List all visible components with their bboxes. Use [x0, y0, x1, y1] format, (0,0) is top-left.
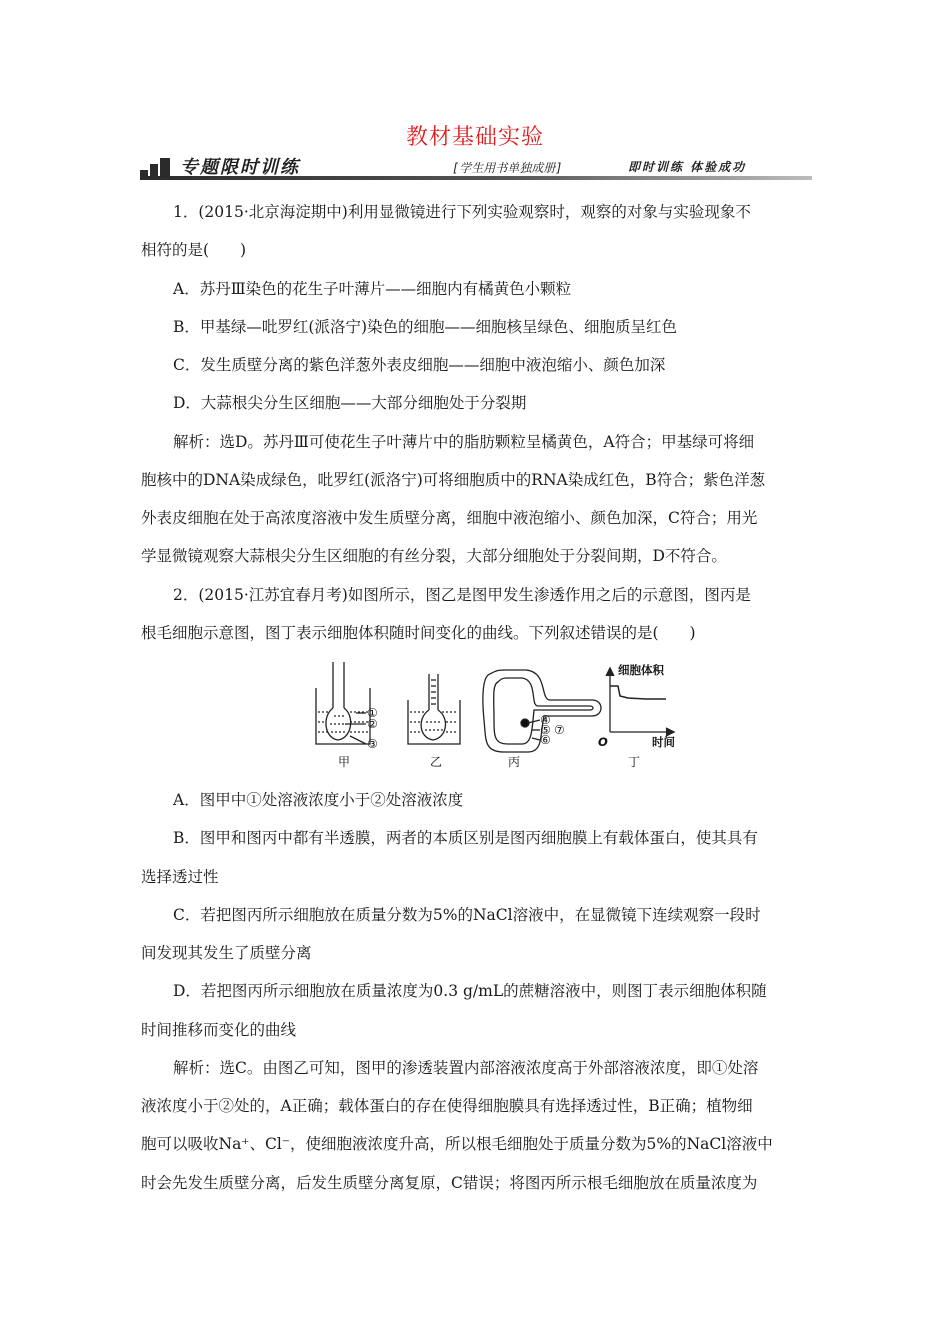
q1-option-d: D．大蒜根尖分生区细胞——大部分细胞处于分裂期: [173, 394, 527, 412]
q2-analysis-line-1: 解析：选C。由图乙可知，图甲的渗透装置内部溶液浓度高于外部溶液浓度，即①处溶: [173, 1059, 759, 1077]
banner-label: 专题限时训练: [180, 157, 300, 178]
q2-option-c-line-1: C．若把图丙所示细胞放在质量分数为5%的NaCl溶液中，在显微镜下连续观察一段时: [173, 906, 761, 924]
banner-note: [学生用书单独成册]: [452, 161, 563, 175]
q2-analysis-line-3: 胞可以吸收Na⁺、Cl⁻，使细胞液浓度升高，所以根毛细胞处于质量分数为5%的NaCl溶液中: [141, 1135, 773, 1153]
osmosis-figure: [300, 660, 700, 772]
q1-stem-line-1: 1．(2015·北京海淀期中)利用显微镜进行下列实验观察时，观察的对象与实验现象不: [173, 203, 751, 221]
figure-yi: [408, 674, 460, 744]
figure-marker-4: ④: [540, 713, 551, 727]
figure-jia: [316, 662, 370, 744]
ding-ylabel: 细胞体积: [618, 663, 664, 677]
q1-option-c: C．发生质壁分离的紫色洋葱外表皮细胞——细胞中液泡缩小、颜色加深: [173, 356, 666, 374]
osmosis-figure-svg: [300, 660, 700, 772]
q2-option-d-line-2: 时间推移而变化的曲线: [141, 1021, 297, 1039]
page-title: 教材基础实验: [405, 125, 544, 150]
figure-label-ding: 丁: [628, 755, 641, 769]
figure-marker-6: ⑥: [540, 733, 551, 747]
q1-option-a: A．苏丹Ⅲ染色的花生子叶薄片——细胞内有橘黄色小颗粒: [173, 280, 572, 298]
q2-stem-line-2: 根毛细胞示意图，图丁表示细胞体积随时间变化的曲线。下列叙述错误的是( ): [141, 624, 696, 642]
q2-option-b-line-2: 选择透过性: [141, 868, 219, 886]
q2-stem-line-1: 2．(2015·江苏宜春月考)如图所示，图乙是图甲发生渗透作用之后的示意图，图丙是: [173, 586, 751, 604]
banner-slogan: 即时训练 体验成功: [628, 160, 747, 174]
q1-analysis-line-2: 胞核中的DNA染成绿色，吡罗红(派洛宁)可将细胞质中的RNA染成红色，B符合；紫色洋葱: [141, 471, 766, 489]
figure-label-yi: 乙: [430, 755, 443, 769]
q2-option-a: A．图甲中①处溶液浓度小于②处溶液浓度: [173, 791, 464, 809]
figure-marker-2: ②: [367, 717, 378, 731]
section-banner: [140, 150, 812, 186]
q2-option-d-line-1: D．若把图丙所示细胞放在质量浓度为0.3 g/mL的蔗糖溶液中，则图丁表示细胞体积随: [173, 982, 767, 1000]
ding-xlabel: 时间: [652, 735, 675, 749]
figure-marker-5: ⑤: [540, 723, 551, 737]
q1-stem-line-2: 相符的是( ): [141, 241, 247, 259]
q2-option-c-line-2: 间发现其发生了质壁分离: [141, 944, 312, 962]
figure-marker-3: ③: [367, 737, 378, 751]
figure-label-bing: 丙: [508, 755, 521, 769]
figure-ding: [606, 668, 674, 736]
figure-label-jia: 甲: [338, 755, 351, 769]
q2-analysis-line-4: 时会先发生质壁分离，后发生质壁分离复原，C错误；将图丙所示根毛细胞放在质量浓度为: [141, 1174, 758, 1192]
q2-analysis-line-2: 液浓度小于②处的，A正确；载体蛋白的存在使得细胞膜具有选择透过性，B正确；植物细: [141, 1097, 753, 1115]
figure-marker-7: ⑦: [554, 723, 565, 737]
q1-analysis-line-3: 外表皮细胞在处于高浓度溶液中发生质壁分离，细胞中液泡缩小、颜色加深，C符合；用光: [141, 509, 758, 527]
q1-analysis-line-1: 解析：选D。苏丹Ⅲ可使花生子叶薄片中的脂肪颗粒呈橘黄色，A符合；甲基绿可将细: [173, 433, 755, 451]
ding-origin: O: [598, 735, 608, 749]
figure-marker-1: ①: [367, 706, 378, 720]
q1-option-b: B．甲基绿—吡罗红(派洛宁)染色的细胞——细胞核呈绿色、细胞质呈红色: [173, 318, 677, 336]
q2-option-b-line-1: B．图甲和图丙中都有半透膜，两者的本质区别是图丙细胞膜上有载体蛋白，使其具有: [173, 829, 758, 847]
q1-analysis-line-4: 学显微镜观察大蒜根尖分生区细胞的有丝分裂，大部分细胞处于分裂间期，D不符合。: [141, 547, 727, 565]
